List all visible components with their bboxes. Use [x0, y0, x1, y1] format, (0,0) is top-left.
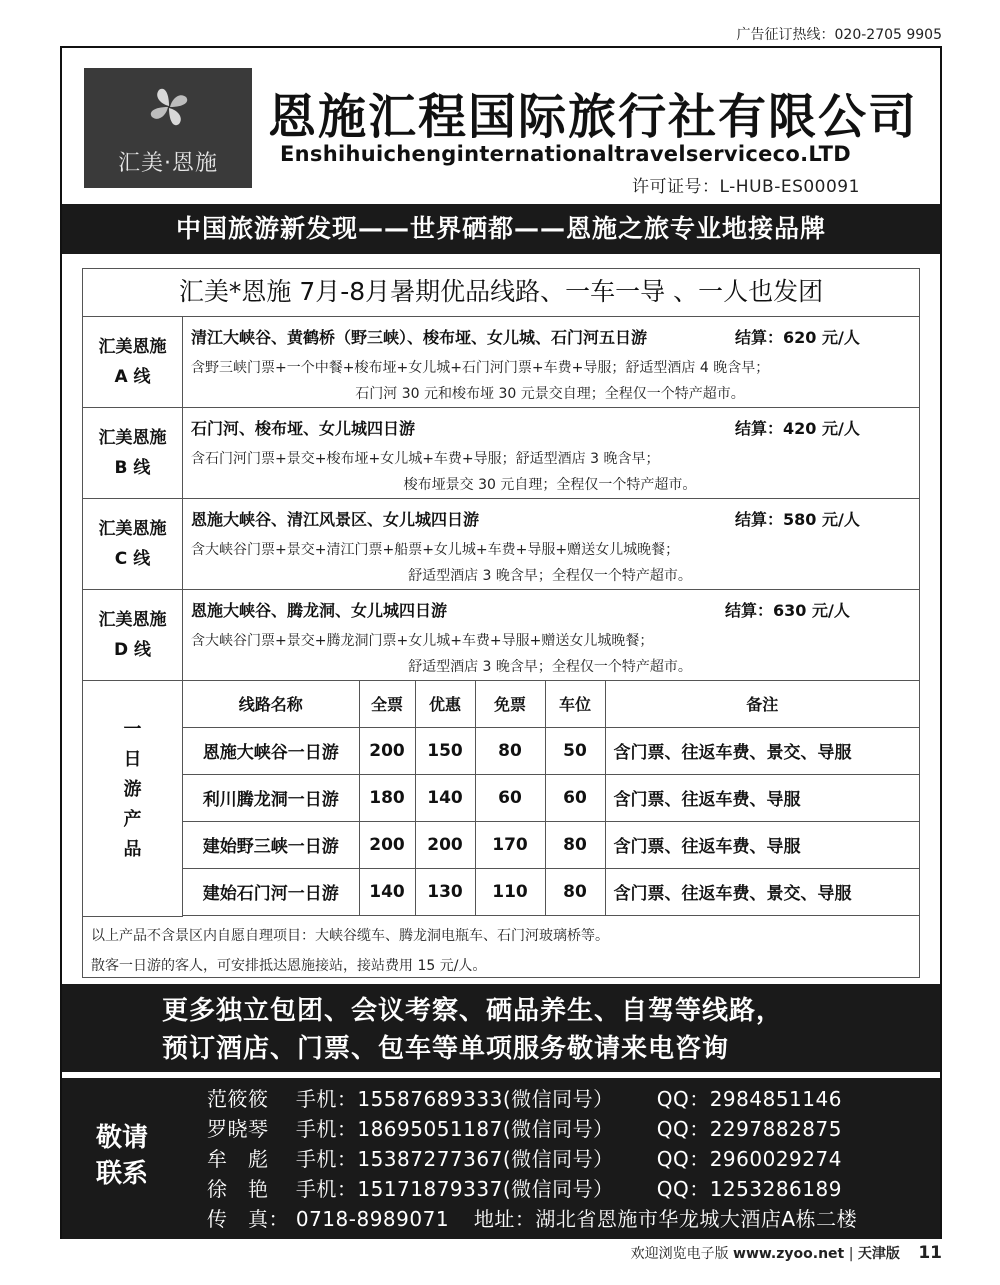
route-desc-line2: 梭布垭景交 30 元自理；全程仅一个特产超市。 — [403, 477, 697, 493]
contact-row — [207, 1144, 857, 1174]
contact-phone: 手机：15171879337(微信同号） — [295, 1177, 614, 1201]
page-number: 11 — [918, 1243, 942, 1263]
route-price: 结算：620 元/人 — [735, 328, 860, 347]
contact-phone: 手机：15587689333(微信同号） — [295, 1087, 614, 1111]
company-name-en: Enshihuichenginternationaltravelserviceco.LTD — [280, 142, 851, 166]
header-seat: 车位 — [545, 681, 605, 727]
route-label: 汇美恩施 A 线 — [83, 317, 183, 407]
contact-qq: QQ：2297882875 — [656, 1117, 842, 1141]
route-d — [83, 590, 919, 681]
route-c — [83, 499, 919, 590]
note-line: 散客一日游的客人，可安排抵达恩施接站，接站费用 15 元/人。 — [91, 958, 487, 974]
contact-band — [62, 1078, 940, 1239]
fax-label: 传 真： — [207, 1207, 289, 1231]
day-trip-side-label: 一 日 游 产 品 — [83, 681, 183, 917]
flower-logo-icon — [146, 84, 192, 130]
table-title: 汇美*恩施 7月-8月暑期优品线路、一车一导 、一人也发团 — [83, 269, 919, 317]
slogan-bar: 中国旅游新发现——世界硒都——恩施之旅专业地接品牌 — [62, 204, 940, 254]
promo-line: 更多独立包团、会议考察、硒品养生、自驾等线路， — [162, 996, 784, 1026]
route-price: 结算：580 元/人 — [735, 510, 860, 529]
route-price: 结算：420 元/人 — [735, 419, 860, 438]
route-desc-line2: 石门河 30 元和梭布垭 30 元景交自理；全程仅一个特产超市。 — [355, 386, 745, 402]
footer-edition: 天津版 — [857, 1246, 900, 1262]
license-number: 许可证号：L-HUB-ES00091 — [632, 177, 860, 197]
contact-phone: 手机：15387277367(微信同号） — [295, 1147, 614, 1171]
contact-qq: QQ：1253286189 — [656, 1177, 842, 1201]
route-name: 恩施大峡谷、腾龙洞、女儿城四日游 — [191, 601, 448, 620]
route-label: 汇美恩施 C 线 — [83, 499, 183, 589]
route-name: 恩施大峡谷、清江风景区、女儿城四日游 — [191, 510, 480, 529]
header-remark: 备注 — [605, 681, 919, 727]
promo-line: 预订酒店、门票、包车等单项服务敬请来电咨询 — [162, 1034, 730, 1064]
note-line: 以上产品不含景区内自愿自理项目：大峡谷缆车、腾龙洞电瓶车、石门河玻璃桥等。 — [91, 928, 609, 944]
page-footer: 欢迎浏览电子版 www.zyoo.net | 天津版 11 — [630, 1243, 942, 1263]
day-trip-section — [83, 681, 919, 917]
route-name: 清江大峡谷、黄鹤桥（野三峡）、梭布垭、女儿城、石门河五日游 — [191, 328, 648, 347]
header-free-ticket: 免票 — [475, 681, 545, 727]
footer-site-link[interactable]: www.zyoo.net — [733, 1246, 845, 1262]
contact-row — [207, 1084, 857, 1114]
table-row: 建始野三峡一日游 200 200 170 80 含门票、往返车费、导服 — [183, 821, 919, 868]
route-b — [83, 408, 919, 499]
contact-list — [207, 1084, 857, 1234]
contact-qq: QQ：2960029274 — [656, 1147, 842, 1171]
header-discount: 优惠 — [415, 681, 475, 727]
route-desc-line1: 含石门河门票+景交+梭布垭+女儿城+车费+导服；舒适型酒店 3 晚含早； — [191, 451, 660, 467]
company-logo — [84, 68, 252, 188]
route-label: 汇美恩施 B 线 — [83, 408, 183, 498]
contact-label: 敬请 联系 — [96, 1123, 149, 1189]
day-trip-table — [183, 681, 919, 916]
contact-phone: 手机：18695051187(微信同号） — [295, 1117, 614, 1141]
contact-fax-row — [207, 1204, 857, 1234]
table-row: 利川腾龙洞一日游 180 140 60 60 含门票、往返车费、导服 — [183, 774, 919, 821]
route-desc-line1: 含大峡谷门票+景交+清江门票+船票+女儿城+车费+导服+赠送女儿城晚餐； — [191, 542, 680, 558]
route-desc-line2: 舒适型酒店 3 晚含早；全程仅一个特产超市。 — [408, 568, 692, 584]
footer-text: 欢迎浏览电子版 — [630, 1246, 729, 1262]
route-price: 结算：630 元/人 — [725, 601, 850, 620]
company-name-cn: 恩施汇程国际旅行社有限公司 — [268, 89, 919, 145]
route-desc-line1: 含大峡谷门票+景交+腾龙洞门票+女儿城+车费+导服+赠送女儿城晚餐； — [191, 633, 654, 649]
contact-name: 牟 彪 — [207, 1147, 269, 1171]
address: 地址：湖北省恩施市华龙城大酒店A栋二楼 — [473, 1207, 858, 1231]
logo-text: 汇美·恩施 — [118, 151, 218, 176]
contact-name: 范筱筱 — [207, 1087, 269, 1111]
ad-frame — [60, 46, 942, 1239]
route-desc-line2: 舒适型酒店 3 晚含早；全程仅一个特产超市。 — [408, 659, 692, 675]
table-row: 恩施大峡谷一日游 200 150 80 50 含门票、往返车费、景交、导服 — [183, 727, 919, 774]
route-a — [83, 317, 919, 408]
notes — [91, 921, 609, 981]
contact-row — [207, 1174, 857, 1204]
table-header-row — [183, 681, 919, 727]
contact-row — [207, 1114, 857, 1144]
fax-number: 0718-8989071 — [295, 1207, 450, 1231]
routes-table — [82, 268, 920, 978]
contact-qq: QQ：2984851146 — [656, 1087, 842, 1111]
promo-band — [62, 984, 940, 1072]
route-name: 石门河、梭布垭、女儿城四日游 — [191, 419, 416, 438]
table-row: 建始石门河一日游 140 130 110 80 含门票、往返车费、景交、导服 — [183, 868, 919, 915]
header-full-price: 全票 — [359, 681, 415, 727]
contact-name: 徐 艳 — [207, 1177, 269, 1201]
header-route-name: 线路名称 — [183, 681, 359, 727]
route-desc-line1: 含野三峡门票+一个中餐+梭布垭+女儿城+石门河门票+车费+导服；舒适型酒店 4 晚含早； — [191, 360, 770, 376]
route-label: 汇美恩施 D 线 — [83, 590, 183, 680]
ad-hotline: 广告征订热线：020-2705 9905 — [736, 27, 942, 43]
contact-name: 罗晓琴 — [207, 1117, 269, 1141]
